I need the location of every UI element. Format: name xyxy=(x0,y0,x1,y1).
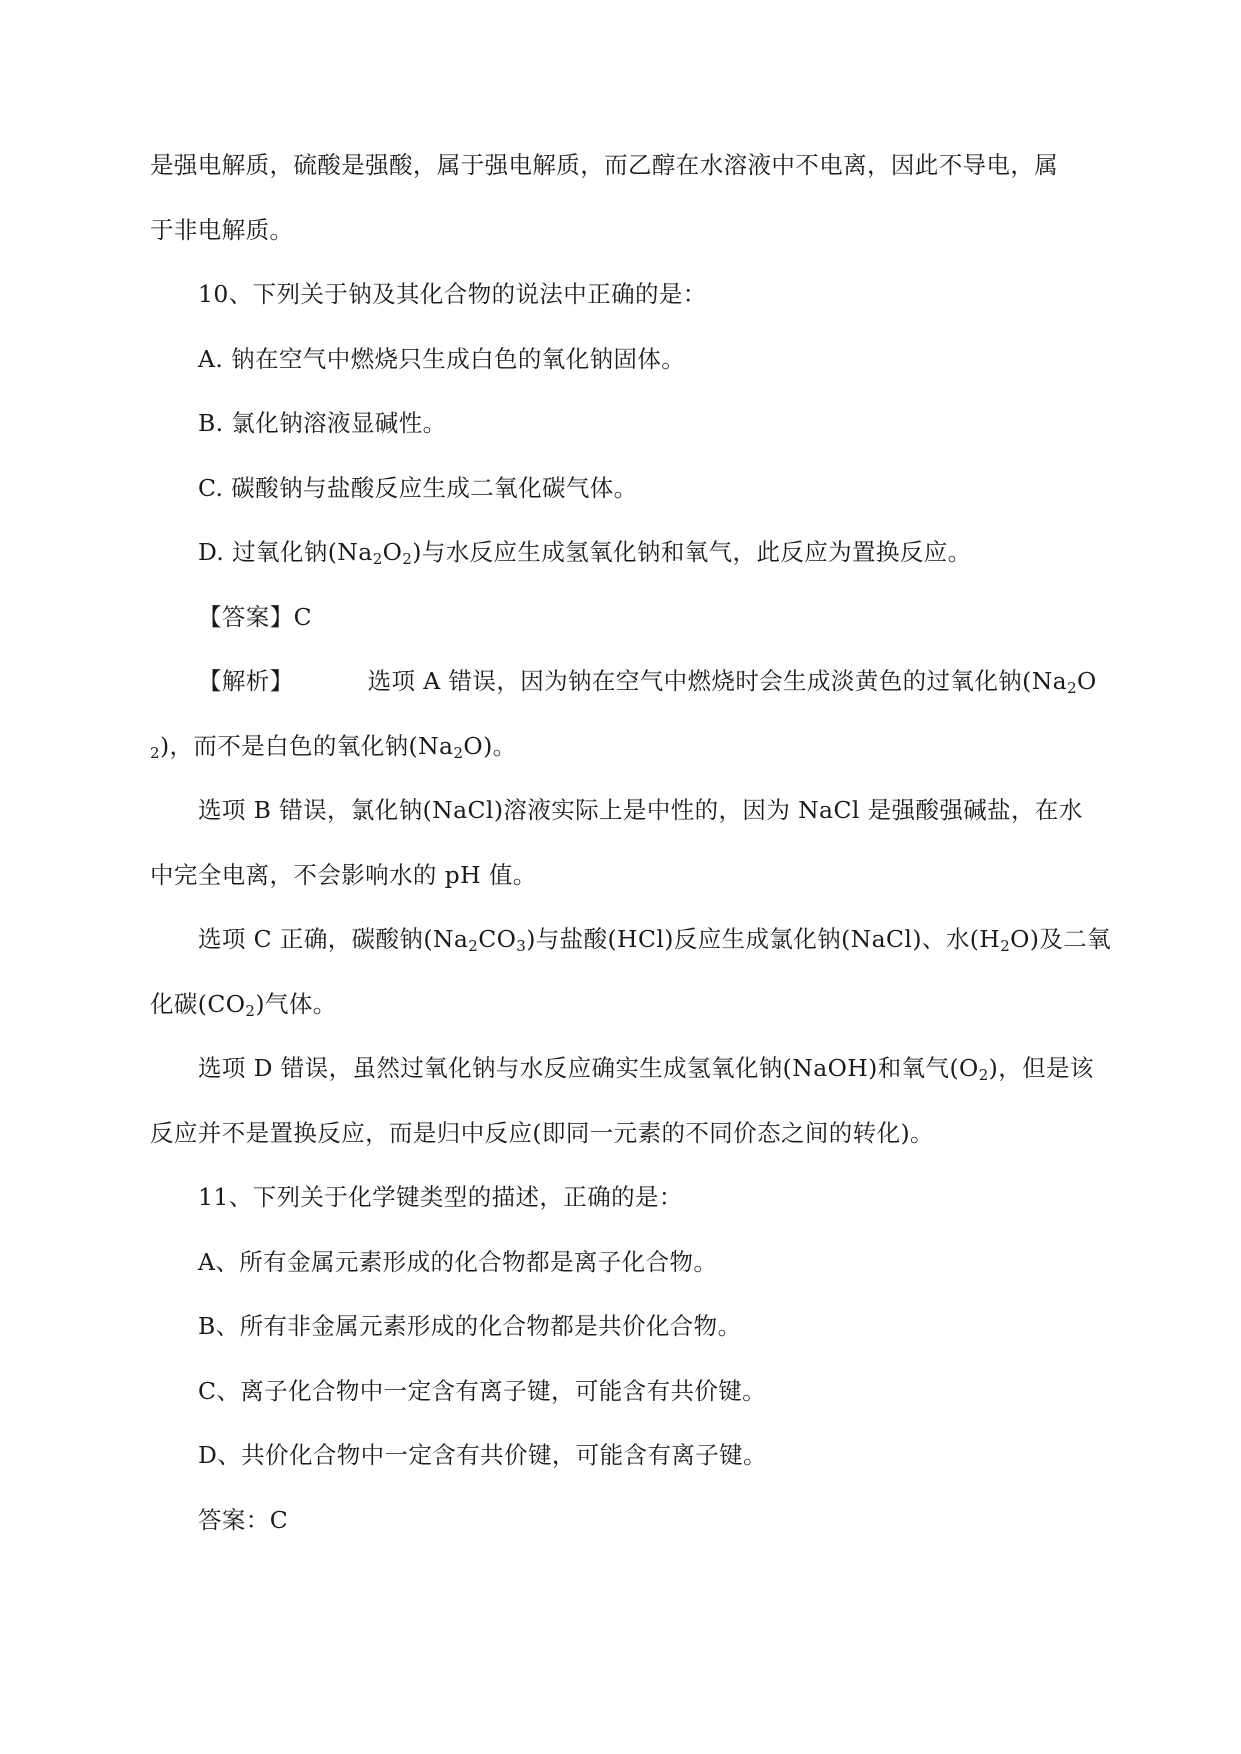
text-line xyxy=(150,850,1090,915)
text-line xyxy=(150,334,1090,399)
subscript: 3 xyxy=(516,937,527,955)
text-line xyxy=(150,1172,1090,1237)
text-run: CO xyxy=(478,925,517,953)
text-line xyxy=(150,1043,1094,1108)
text-line xyxy=(150,140,1090,205)
text-line xyxy=(150,1301,1090,1366)
text-run: A. 钠在空气中燃烧只生成白色的氧化钠固体。 xyxy=(198,344,686,373)
subscript: 2 xyxy=(1000,937,1011,955)
text-line xyxy=(150,1366,1090,1431)
text-run: 选项 D 错误，虽然过氧化钠与水反应确实生成氢氧化钠(NaOH)和氧气(O xyxy=(198,1054,979,1082)
subscript: 2 xyxy=(150,743,160,762)
text-run: )与水反应生成氢氧化钠和氧气，此反应为置换反应。 xyxy=(412,538,972,566)
text-run: 【解析】 xyxy=(198,667,294,695)
text-run: B、所有非金属元素形成的化合物都是共价化合物。 xyxy=(198,1312,742,1340)
text-run: O)。 xyxy=(463,731,517,760)
text-line xyxy=(150,592,1090,657)
text-run: O)及二氧 xyxy=(1010,925,1112,953)
text-run: )与盐酸(HCl)反应生成氯化钠(NaCl)、水(H xyxy=(526,925,1001,953)
text-run: 选项 B 错误，氯化钠(NaCl)溶液实际上是中性的，因为 NaCl 是强酸强碱盐，在水 xyxy=(198,796,1083,824)
text-run: 化碳(CO xyxy=(150,989,246,1018)
text-run: O xyxy=(382,538,403,566)
text-run: C. 碳酸钠与盐酸反应生成二氧化碳气体。 xyxy=(198,473,638,502)
text-run: 10、下列关于钠及其化合物的说法中正确的是： xyxy=(198,280,707,308)
text-line xyxy=(150,785,1090,850)
subscript: 2 xyxy=(468,937,479,955)
text-run: 是强电解质，硫酸是强酸，属于强电解质，而乙醇在水溶液中不电离，因此不导电，属 xyxy=(150,151,1059,179)
text-run: B. 氯化钠溶液显碱性。 xyxy=(198,409,447,437)
text-line xyxy=(150,979,1090,1044)
subscript: 2 xyxy=(1067,679,1078,697)
text-run: 中完全电离，不会影响水的 pH 值。 xyxy=(150,860,537,889)
text-line xyxy=(150,463,1090,528)
text-run: )气体。 xyxy=(255,989,337,1018)
text-line xyxy=(150,205,1090,270)
text-line xyxy=(150,1495,1090,1560)
text-line xyxy=(150,914,1112,979)
subscript: 2 xyxy=(245,1001,256,1020)
text-line xyxy=(150,656,1097,721)
subscript: 2 xyxy=(978,1066,989,1084)
text-run: 选项 A 错误，因为钠在空气中燃烧时会生成淡黄色的过氧化钠(Na xyxy=(367,667,1068,695)
text-run: 反应并不是置换反应，而是归中反应(即同一元素的不同价态之间的转化)。 xyxy=(150,1118,934,1147)
text-run: D. 过氧化钠(Na xyxy=(198,538,373,566)
text-line xyxy=(150,1108,1090,1173)
document-page xyxy=(150,140,1112,1559)
text-line xyxy=(150,398,1090,463)
subscript: 2 xyxy=(453,743,464,762)
text-line xyxy=(150,1430,1090,1495)
text-run: 于非电解质。 xyxy=(150,215,294,244)
text-run: )，而不是白色的氧化钠(Na xyxy=(159,731,454,760)
text-line xyxy=(150,269,1090,334)
text-line xyxy=(150,527,1090,592)
text-run: A、所有金属元素形成的化合物都是离子化合物。 xyxy=(198,1247,718,1276)
text-run: D、共价化合物中一定含有共价键，可能含有离子键。 xyxy=(198,1441,767,1469)
text-run: 选项 C 正确，碳酸钠(Na xyxy=(198,925,469,953)
subscript: 2 xyxy=(372,550,383,568)
subscript: 2 xyxy=(402,550,413,568)
text-run: )，但是该 xyxy=(988,1054,1094,1082)
text-run: C、离子化合物中一定含有离子键，可能含有共价键。 xyxy=(198,1376,767,1405)
text-run: 【答案】C xyxy=(198,602,312,631)
text-line xyxy=(150,1237,1090,1302)
text-run: 11、下列关于化学键类型的描述，正确的是： xyxy=(198,1183,683,1211)
text-run: 答案：C xyxy=(198,1505,289,1534)
text-run: O xyxy=(1077,667,1097,695)
text-line xyxy=(150,721,1090,786)
